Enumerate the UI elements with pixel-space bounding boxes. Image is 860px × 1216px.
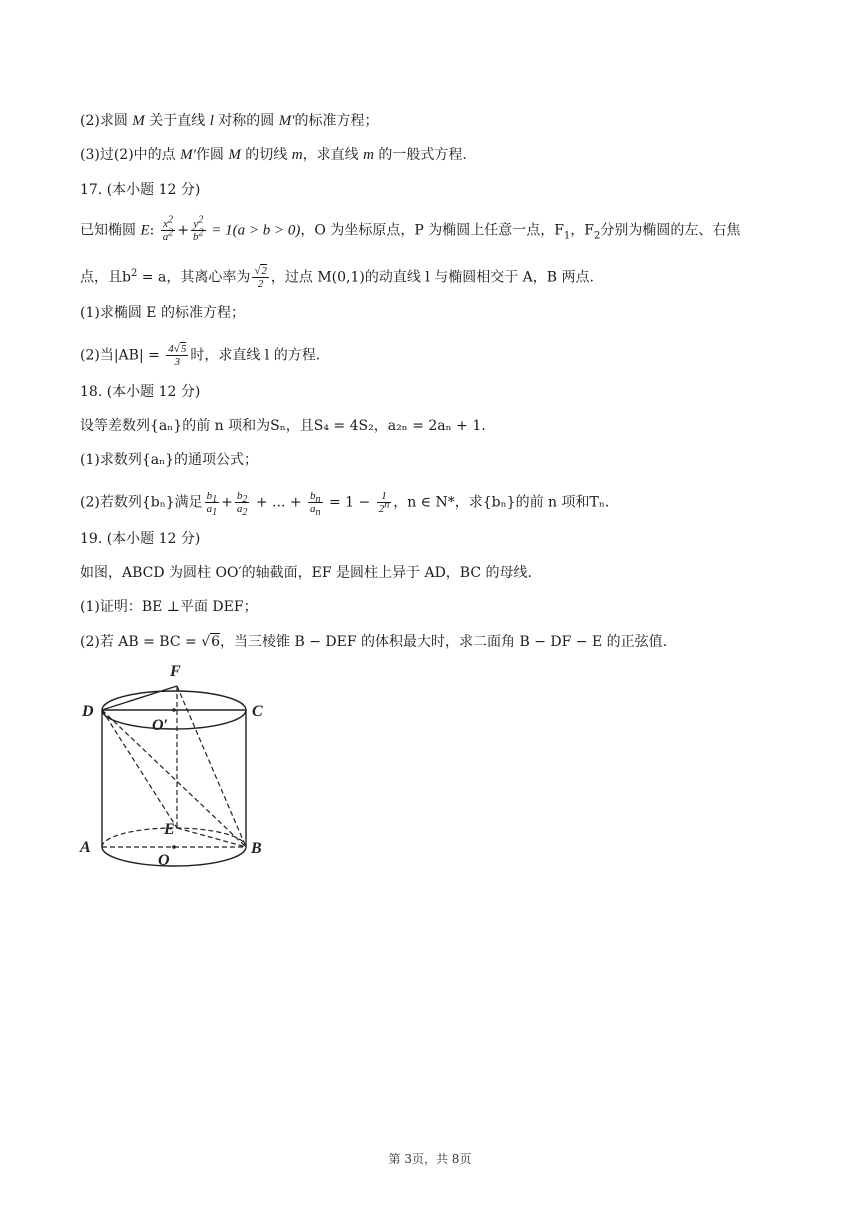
fraction-4sqrt5-over-3: $\frac{4√5}{3}$ bbox=[168, 343, 187, 368]
point-Oprime bbox=[172, 708, 176, 712]
fraction-1-over-2n: $\frac{1}{2^n}$ bbox=[378, 490, 390, 515]
label-D: D bbox=[82, 703, 94, 720]
label-E: E bbox=[164, 821, 175, 838]
q19-part2: (2)若 AB = BC = √6，当三棱锥 B − DEF 的体积最大时，求二面角 B − DF − E 的正弦值. bbox=[80, 634, 668, 650]
q16-part2: (2)求圆 M 关于直线 l 对称的圆 M′的标准方程； bbox=[80, 113, 379, 129]
label-Oprime: O′ bbox=[152, 717, 169, 734]
q18-header: 18. (本小题 12 分) bbox=[80, 384, 201, 400]
fraction-y2-b2: $\frac{y^2}{b^2}$ bbox=[193, 214, 204, 243]
cylinder-figure bbox=[78, 660, 268, 870]
page-footer: 第 3页，共 8页 bbox=[388, 1152, 472, 1166]
q19-part1: (1)证明：BE ⊥平面 DEF； bbox=[80, 599, 258, 615]
q19-intro: 如图，ABCD 为圆柱 OO′的轴截面，EF 是圆柱上异于 AD，BC 的母线. bbox=[80, 565, 532, 581]
point-O bbox=[172, 845, 176, 849]
q17-intro: 已知椭圆 E: $\frac{x^2}{a^2}$ + $\frac{y^2}{b^2}$ = 1(a > b > 0)，O 为坐标原点，P 为椭圆上任意一点，$F_1$，$F_2$分别为椭圆的左、右焦 bbox=[80, 214, 741, 243]
fraction-x2-a2: $\frac{x^2}{a^2}$ bbox=[162, 214, 174, 243]
label-C: C bbox=[252, 703, 263, 720]
q17-header: 17. (本小题 12 分) bbox=[80, 182, 201, 198]
q18-part1: (1)求数列{aₙ}的通项公式； bbox=[80, 452, 259, 468]
q17-line2: 点，且$b^2 = a$，其离心率为 $\frac{√2}{2}$ ，过点 M(0,1)的动直线 l 与椭圆相交于 A，B 两点. bbox=[80, 265, 594, 290]
label-A: A bbox=[80, 839, 91, 856]
label-O: O bbox=[158, 852, 170, 869]
q19-header: 19. (本小题 12 分) bbox=[80, 531, 201, 547]
q17-part1: (1)求椭圆 E 的标准方程； bbox=[80, 305, 245, 321]
q18-intro: 设等差数列{aₙ}的前 n 项和为Sₙ，且S₄ = 4S₂，a₂ₙ = 2aₙ + 1. bbox=[80, 418, 486, 434]
label-F: F bbox=[170, 663, 181, 680]
bottom-ellipse-front bbox=[102, 847, 246, 866]
q16-part3: (3)过(2)中的点 M′作圆 M 的切线 m，求直线 m 的一般式方程. bbox=[80, 147, 467, 163]
fraction-sqrt2-over-2: $\frac{√2}{2}$ bbox=[254, 265, 267, 290]
q17-part2: (2)当|AB| = $\frac{4√5}{3}$ 时，求直线 l 的方程. bbox=[80, 343, 321, 368]
fraction-b1-a1: $\frac{b_1}{a_1}$ bbox=[206, 490, 218, 519]
fraction-bn-an: $\frac{b_n}{a_n}$ bbox=[310, 490, 321, 519]
label-B: B bbox=[251, 840, 262, 857]
q18-part2: (2)若数列{bₙ}满足 $\frac{b_1}{a_1}$ + $\frac{b_2}{a_2}$ + ... + $\frac{b_n}{a_n}$ = 1 − $\frac{1}{2^n}$ ，n ∈ N*，求{bₙ}的前 n 项和Tₙ. bbox=[80, 490, 610, 519]
segment-DF bbox=[102, 686, 177, 710]
fraction-b2-a2: $\frac{b_2}{a_2}$ bbox=[236, 490, 248, 519]
